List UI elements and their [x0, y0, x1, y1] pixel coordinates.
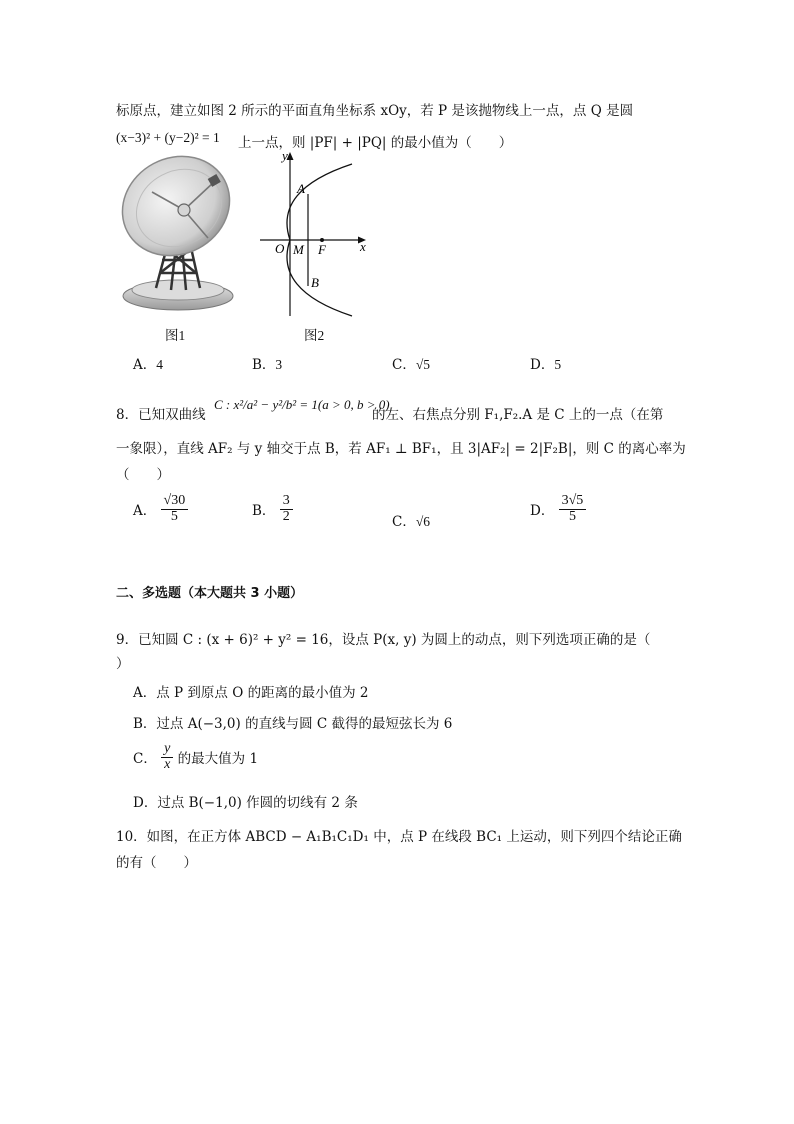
q9-option-a[interactable]: A．点 P 到原点 O 的距离的最小值为 2	[133, 685, 369, 701]
q9-line2: ）	[116, 656, 130, 672]
q7-option-c[interactable]: C．√5	[392, 357, 431, 373]
q10-line2: 的有（ ）	[116, 855, 197, 871]
q8-option-d[interactable]: D． $\frac{3√5}{5}$	[530, 494, 586, 524]
label-b: B	[311, 275, 319, 290]
q8-option-a[interactable]: A． $\frac{√30}{5}$	[133, 494, 188, 524]
fig2-caption: 图2	[304, 328, 325, 343]
parabola-graph-figure	[256, 150, 376, 320]
q9-option-c[interactable]: C． $\frac{y}{x}$ 的最大值为 1	[133, 741, 259, 772]
fig1-caption: 图1	[165, 328, 186, 343]
q7-option-a[interactable]: A．4	[133, 357, 163, 373]
q8-line3: （ ）	[116, 467, 170, 483]
label-f: F	[318, 242, 326, 257]
q7-line2: 上一点，则 |PF| + |PQ| 的最小值为（ ）	[238, 135, 513, 151]
label-m: M	[293, 242, 304, 257]
label-x: x	[360, 239, 366, 254]
label-a: A	[297, 181, 305, 196]
q8-line1-rest: 的左、右焦点分别 F₁,F₂.A 是 C 上的一点（在第	[372, 407, 664, 423]
q7-option-b[interactable]: B．3	[252, 357, 283, 373]
q8-option-b[interactable]: B． $\frac{3}{2}$	[252, 494, 293, 524]
q7-circle-equation: (x−3)² + (y−2)² = 1	[116, 130, 220, 145]
q7-option-d[interactable]: D．5	[530, 357, 562, 373]
label-y: y	[282, 150, 288, 163]
q8-hyperbola-equation: C : x²/a² − y²/b² = 1(a > 0, b > 0)	[214, 397, 390, 412]
q9-line1: 9．已知圆 C : (x + 6)² + y² = 16，设点 P(x, y) 为圆上的动点，则下列选项正确的是（	[116, 632, 651, 648]
q9-option-b[interactable]: B．过点 A(−3,0) 的直线与圆 C 截得的最短弦长为 6	[133, 716, 453, 732]
q8-intro: 8．已知双曲线	[116, 407, 206, 423]
q9-option-d[interactable]: D．过点 B(−1,0) 作圆的切线有 2 条	[133, 795, 358, 811]
satellite-dish-figure	[116, 148, 241, 316]
q8-line2: 一象限），直线 AF₂ 与 y 轴交于点 B，若 AF₁ ⊥ BF₁，且 3|AF₂| = 2|F₂B|，则 C 的离心率为	[116, 441, 686, 457]
section-heading: 二、多选题（本大题共 3 小题）	[116, 586, 304, 601]
label-o: O	[275, 241, 285, 256]
q8-option-c[interactable]: C．√6	[392, 514, 431, 530]
q10-line1: 10．如图，在正方体 ABCD − A₁B₁C₁D₁ 中，点 P 在线段 BC₁ 上运动，则下列四个结论正确	[116, 829, 682, 845]
q7-line1: 标原点，建立如图 2 所示的平面直角坐标系 xOy，若 P 是该抛物线上一点，点 Q 是圆	[116, 103, 634, 119]
